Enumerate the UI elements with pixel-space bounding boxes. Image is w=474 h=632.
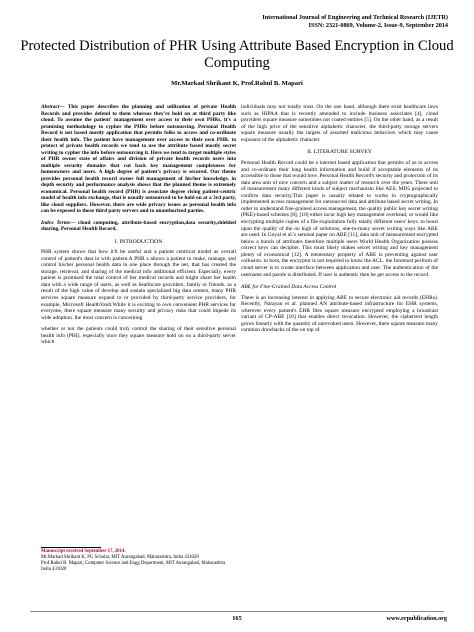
literature-paragraph: Personal Health Record could be a internet based application that permits of us to access and co-ordinate their long health information and build if acceptable elements of its accessible to those that would love. Personal Health Record's security and protection of its data area unit of nice concern and a subject matter of research over the years. There unit of measurement many different kinds of subject mechanism like AES, MD5 projected to confirm data security.This paper is usually related to works in cryptographically implemented access management for outsourced data and attribute based secret writing. In order to understand fine-grained access management, the quality public key secret writing (PKE)-based schemes [8], [10] either incur high key management overhead, or would like encrypting multiple copies of a file exploitation fully totally different users' keys. to boost upon the quality of the on high of solutions, one-to-many secret writing ways like ABE are used. In Goyal et al.'s seminal paper on ABE [11], data unit of measurement encrypted below a bunch of attributes therefore multiple users World Health Organization possess correct keys can decipher. This must likely makes secret writing and key management plenty of economical [12]. A elementary property of ABE is preventing against user collusion. to boot, the encryptor is not required to know the ACL. the foremost perform of cloud server is to create interface between application and user. The authentication of the username and parole is distributed. If user is authentic then he get access to the record. [241, 159, 438, 278]
journal-issn: ISSN: 2321-0869, Volume-2, Issue-9, September 2014 [308, 21, 448, 29]
abstract [41, 104, 236, 215]
right-column [241, 104, 438, 334]
footnote [41, 549, 236, 573]
author2-affiliation: Prof.Rahul B. Mapari, Computer Science and Engg Department, MIT Aurangabad, Maharashtra India 431028 [41, 560, 226, 572]
literature-heading: II. LITERATURE SURVEY [307, 149, 372, 156]
page-number: 165 [232, 615, 242, 622]
paper-authors: Mr.Markad Shrikant K, Prof.Rahul B. Mapari [171, 80, 303, 87]
publisher-site: www.erpublication.org [386, 615, 447, 622]
bottom-rule [30, 611, 444, 612]
intro-paragraph-1: PHR system shows that how it'll be useful and a patient centrical model as overall control of patient's data in with patient.A PHR s allows a patient to make, manage, and control his/her personal health data in one place through the net, that has created the storage, retrieval, and sharing of the medical info additional efficient. Especially, every patient is promised the total control of her medical records and might share her health data with a wide range of users, as well as healthcare providers, family or friends. as a result of the high value of develop and sustain specialized big data centers, many PHR services square measure expand to or provided by third-party service providers, for example, Microsoft HealthVault.While it is exciting to own convenient PHR services for everyone, there square measure many security and privacy risks that could impede its wide adoption. the most concern is concerning [41, 249, 236, 321]
index-terms-label: Index Terms— [41, 219, 76, 226]
journal-header [262, 14, 448, 30]
footnote-rule [41, 547, 101, 548]
intro-heading: I. INTRODUCTION [114, 238, 163, 245]
abe-paragraph: There is an increasing interest in applying ABE to secure electronic aid records (EHRs). Recently, Narayan et al. planned AN attribute-based infrastructure for EHR systems, wherever every patient's EHR files square measure encrypted employing a broadcast variant of CP-ABE [16] that enables direct revocation. However, the ciphertext length grows linearly with the quantity of unrevoked users. However, there square measure many common drawbacks of the on top of [241, 294, 438, 334]
journal-name: International Journal of Engineering and Technical Research (IJETR) [262, 14, 448, 21]
right-paragraph-1: individuals may not totally trust. On the one hand, although there exist healthcare laws such as HIPAA that is recently amended to include business associates [4], cloud providers square measure sometimes not coated entities [5]. On the other hand, as a result of the high price of the sensitive alphabetic character, the third-party storage servers square measure usually the targets of assorted malicious behaviors which may cause exposure of the alphabetic character. [241, 104, 438, 143]
author1-affiliation: Mr.Markad Shrikant K, PG Scholar, MIT Aurangabad, Maharashtra, India 431028 [41, 554, 199, 560]
manuscript-received: Manuscript received September 17, 2014. [41, 549, 126, 554]
index-terms [41, 220, 236, 233]
abstract-text: This paper describes the planning and utilization of private Health Records and provides defend to them whereas they're hold on at third party like cloud. To assume the patient' management over access to their own PHRs, it's a promising methodology to cypher the PHRs before outsourcing. Personal Health Record is net based mostly application that permits folks to access and co-ordinate their health info. The patient have management over access to their own PHR. to protect of private health records we tend to use the attribute based mostly secret writing to cypher the info before outsourcing it. Here we tend to target multiple styles of PHR owner state of affairs and division of private health records users into multiple security domains that cut back key management complexness for homeowners and users. A high degree of patient's privacy is secured. Our theme provides personal health record owner full management of his/her knowledge. in depth security and performance analysis shows that the planned theme is extremely economical. Personal health record (PHR) is associate degree rising patient-centric model of health info exchange, that is usually outsourced to be hold on at a 3rd party, like cloud suppliers. However, there are wide privacy issues as personal health info can be exposed to those third party servers and to unauthorized parties. [41, 104, 236, 214]
abstract-label: Abstract— [41, 104, 65, 110]
index-terms-text: cloud computing, attribute-based encryption,data security,shielded sharing, Personal Health Record. [41, 219, 236, 232]
intro-paragraph-2: whether or not the patients could truly control the sharing of their sensitive personal health info (PHI), especially once they square measure hold on on a third-party server which [41, 326, 236, 346]
left-column [41, 104, 236, 346]
abe-subheading: ABE for Fine-Grained Data Access Control [241, 284, 337, 291]
paper-title: Protected Distribution of PHR Using Attribute Based Encryption in Cloud Computing [20, 38, 454, 71]
